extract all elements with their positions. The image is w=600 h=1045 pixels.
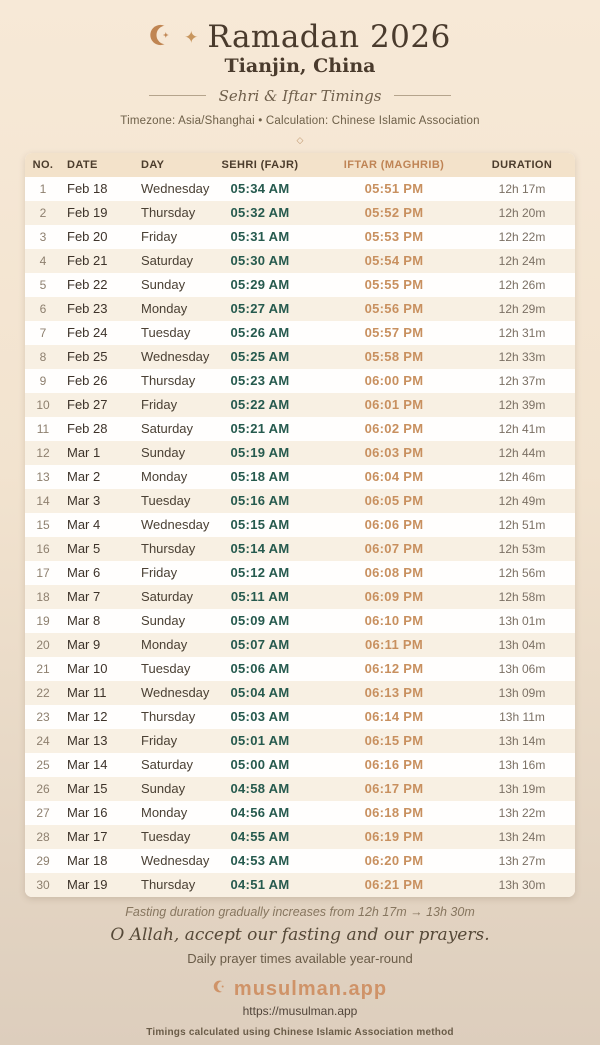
row-iftar-time: 05:52 PM — [364, 205, 424, 221]
row-number: 12 — [36, 445, 50, 460]
table-body — [25, 177, 575, 897]
row-date: Mar 17 — [67, 829, 108, 845]
row-duration: 12h 51m — [498, 517, 546, 532]
row-iftar-time: 05:55 PM — [364, 277, 424, 293]
row-sehri-time: 05:06 AM — [230, 661, 290, 677]
row-date: Mar 10 — [67, 661, 108, 677]
row-day: Wednesday — [141, 517, 210, 533]
row-duration: 12h 37m — [498, 373, 546, 388]
row-sehri-time: 04:51 AM — [230, 877, 290, 893]
row-sehri-time: 04:55 AM — [230, 829, 290, 845]
row-duration: 12h 56m — [498, 565, 546, 580]
row-sehri-time: 05:30 AM — [230, 253, 290, 269]
row-duration: 13h 06m — [498, 661, 546, 676]
table-row — [25, 465, 575, 489]
row-duration: 12h 33m — [498, 349, 546, 364]
row-day: Sunday — [141, 613, 186, 629]
row-iftar-time: 06:09 PM — [364, 589, 424, 605]
table-row — [25, 561, 575, 585]
row-duration: 13h 11m — [499, 709, 545, 724]
row-sehri-time: 05:25 AM — [230, 349, 290, 365]
row-iftar-time: 06:16 PM — [364, 757, 424, 773]
row-iftar-time: 06:18 PM — [364, 805, 424, 821]
table-row — [25, 657, 575, 681]
calculation-method-note: Timings calculated using Chinese Islamic Association method — [146, 1026, 454, 1038]
row-date: Feb 26 — [67, 373, 108, 389]
row-number: 10 — [36, 397, 50, 412]
row-number: 26 — [36, 781, 50, 796]
row-day: Tuesday — [141, 325, 191, 341]
row-duration: 12h 41m — [498, 421, 546, 436]
row-day: Wednesday — [141, 853, 210, 869]
row-iftar-time: 06:05 PM — [364, 493, 424, 509]
row-number: 6 — [39, 301, 47, 316]
row-sehri-time: 05:15 AM — [230, 517, 290, 533]
table-row — [25, 825, 575, 849]
row-sehri-time: 05:12 AM — [230, 565, 290, 581]
timezone-calculation-meta: Timezone: Asia/Shanghai • Calculation: Chinese Islamic Association — [120, 114, 480, 127]
row-iftar-time: 06:04 PM — [364, 469, 424, 485]
row-number: 19 — [36, 613, 50, 628]
row-day: Friday — [141, 229, 178, 245]
table-row — [25, 777, 575, 801]
row-number: 18 — [36, 589, 50, 604]
table-header-row — [25, 153, 575, 177]
row-date: Feb 24 — [67, 325, 108, 341]
row-date: Feb 18 — [67, 181, 108, 197]
row-day: Wednesday — [141, 685, 210, 701]
row-duration: 12h 44m — [498, 445, 546, 460]
row-date: Feb 28 — [67, 421, 108, 437]
row-number: 7 — [39, 325, 47, 340]
row-date: Feb 25 — [67, 349, 108, 365]
row-day: Tuesday — [141, 493, 191, 509]
row-day: Monday — [141, 805, 188, 821]
timings-table — [25, 153, 575, 897]
title-row — [0, 21, 600, 54]
table-row — [25, 753, 575, 777]
row-sehri-time: 05:01 AM — [230, 733, 290, 749]
subtitle-row — [0, 87, 600, 105]
divider-line-left — [149, 95, 206, 96]
row-number: 23 — [36, 709, 50, 724]
row-date: Feb 23 — [67, 301, 108, 317]
row-duration: 13h 19m — [498, 781, 546, 796]
table-row — [25, 417, 575, 441]
row-day: Friday — [141, 397, 178, 413]
row-duration: 12h 24m — [498, 253, 546, 268]
row-date: Mar 9 — [67, 637, 101, 653]
row-iftar-time: 06:07 PM — [364, 541, 424, 557]
row-number: 11 — [36, 421, 50, 436]
table-row — [25, 297, 575, 321]
table-row — [25, 273, 575, 297]
row-date: Mar 12 — [67, 709, 108, 725]
row-date: Mar 19 — [67, 877, 108, 893]
row-sehri-time: 05:07 AM — [230, 637, 290, 653]
row-number: 22 — [36, 685, 50, 700]
row-date: Mar 4 — [67, 517, 101, 533]
row-iftar-time: 06:02 PM — [364, 421, 424, 437]
row-iftar-time: 06:13 PM — [364, 685, 424, 701]
table-row — [25, 321, 575, 345]
row-duration: 12h 31m — [498, 325, 546, 340]
row-day: Wednesday — [141, 349, 210, 365]
row-day: Thursday — [141, 877, 196, 893]
row-sehri-time: 05:16 AM — [230, 493, 290, 509]
table-row — [25, 201, 575, 225]
row-sehri-time: 05:19 AM — [230, 445, 290, 461]
row-duration: 12h 49m — [498, 493, 546, 508]
row-day: Monday — [141, 301, 188, 317]
row-date: Mar 6 — [67, 565, 101, 581]
row-duration: 13h 30m — [498, 877, 546, 892]
row-date: Feb 22 — [67, 277, 108, 293]
row-day: Sunday — [141, 445, 186, 461]
row-iftar-time: 06:06 PM — [364, 517, 424, 533]
table-row — [25, 489, 575, 513]
row-day: Tuesday — [141, 661, 191, 677]
row-duration: 13h 09m — [498, 685, 546, 700]
row-number: 17 — [36, 565, 50, 580]
table-row — [25, 633, 575, 657]
row-date: Mar 7 — [67, 589, 101, 605]
row-number: 2 — [39, 205, 47, 220]
row-duration: 12h 17m — [498, 181, 546, 196]
row-iftar-time: 05:58 PM — [364, 349, 424, 365]
row-day: Friday — [141, 565, 178, 581]
row-sehri-time: 05:00 AM — [230, 757, 290, 773]
row-date: Feb 21 — [67, 253, 108, 269]
row-day: Tuesday — [141, 829, 191, 845]
row-date: Mar 14 — [67, 757, 108, 773]
row-sehri-time: 05:27 AM — [230, 301, 290, 317]
row-sehri-time: 05:09 AM — [230, 613, 290, 629]
table-row — [25, 345, 575, 369]
row-iftar-time: 06:10 PM — [364, 613, 424, 629]
row-number: 13 — [36, 469, 50, 484]
row-day: Sunday — [141, 781, 186, 797]
row-date: Mar 16 — [67, 805, 108, 821]
row-iftar-time: 06:00 PM — [364, 373, 424, 389]
row-day: Saturday — [141, 421, 194, 437]
row-sehri-time: 04:56 AM — [230, 805, 290, 821]
row-date: Mar 2 — [67, 469, 101, 485]
divider-line-right — [394, 95, 451, 96]
row-day: Thursday — [141, 709, 196, 725]
row-iftar-time: 06:14 PM — [364, 709, 424, 725]
row-day: Wednesday — [141, 181, 210, 197]
row-sehri-time: 05:26 AM — [230, 325, 290, 341]
row-number: 8 — [39, 349, 47, 364]
crescent-star-icon — [149, 22, 175, 53]
row-duration: 12h 26m — [498, 277, 546, 292]
row-iftar-time: 05:53 PM — [364, 229, 424, 245]
row-date: Mar 8 — [67, 613, 101, 629]
column-header-sehri: SEHRI (FAJR) — [221, 158, 299, 171]
row-day: Thursday — [141, 205, 196, 221]
row-number: 5 — [39, 277, 47, 292]
table-row — [25, 177, 575, 201]
row-sehri-time: 05:11 AM — [230, 589, 290, 605]
row-number: 14 — [36, 493, 50, 508]
row-sehri-time: 05:04 AM — [230, 685, 290, 701]
row-duration: 13h 16m — [498, 757, 546, 772]
row-day: Monday — [141, 637, 188, 653]
table-row — [25, 513, 575, 537]
row-sehri-time: 05:21 AM — [230, 421, 290, 437]
row-duration: 13h 01m — [498, 613, 546, 628]
row-number: 3 — [39, 229, 47, 244]
table-row — [25, 585, 575, 609]
row-iftar-time: 05:54 PM — [364, 253, 424, 269]
row-day: Thursday — [141, 373, 196, 389]
row-sehri-time: 05:18 AM — [230, 469, 290, 485]
row-date: Feb 19 — [67, 205, 108, 221]
row-duration: 12h 46m — [498, 469, 546, 484]
row-date: Feb 20 — [67, 229, 108, 245]
table-row — [25, 441, 575, 465]
row-number: 20 — [36, 637, 50, 652]
row-day: Thursday — [141, 541, 196, 557]
row-number: 27 — [36, 805, 50, 820]
row-iftar-time: 06:08 PM — [364, 565, 424, 581]
row-date: Mar 3 — [67, 493, 101, 509]
table-row — [25, 705, 575, 729]
row-iftar-time: 06:21 PM — [364, 877, 424, 893]
table-row — [25, 225, 575, 249]
row-number: 16 — [36, 541, 50, 556]
brand-link[interactable] — [0, 978, 600, 1001]
row-iftar-time: 06:20 PM — [364, 853, 424, 869]
fasting-duration-note: Fasting duration gradually increases from 12h 17m → 13h 30m — [125, 904, 475, 919]
row-iftar-time: 06:11 PM — [364, 637, 424, 653]
row-iftar-time: 06:17 PM — [364, 781, 424, 797]
page-header — [0, 0, 600, 145]
row-sehri-time: 05:29 AM — [230, 277, 290, 293]
row-sehri-time: 05:31 AM — [230, 229, 290, 245]
row-number: 29 — [36, 853, 50, 868]
row-sehri-time: 05:32 AM — [230, 205, 290, 221]
sparkle-icon: ✦ — [184, 27, 199, 47]
row-iftar-time: 06:19 PM — [364, 829, 424, 845]
row-iftar-time: 05:56 PM — [364, 301, 424, 317]
brand-crescent-icon — [213, 979, 228, 999]
dua-text: O Allah, accept our fasting and our prayers. — [110, 924, 490, 945]
row-date: Mar 5 — [67, 541, 101, 557]
row-iftar-time: 06:15 PM — [364, 733, 424, 749]
table-row — [25, 849, 575, 873]
row-number: 9 — [39, 373, 47, 388]
row-day: Saturday — [141, 253, 194, 269]
timings-subtitle: Sehri & Iftar Timings — [218, 86, 382, 105]
row-sehri-time: 04:58 AM — [230, 781, 290, 797]
row-sehri-time: 05:23 AM — [230, 373, 290, 389]
row-date: Mar 15 — [67, 781, 108, 797]
row-number: 1 — [39, 181, 47, 196]
brand-url[interactable]: https://musulman.app — [242, 1003, 358, 1018]
brand-name: musulman.app — [233, 977, 388, 1000]
row-date: Feb 27 — [67, 397, 108, 413]
row-duration: 12h 22m — [498, 229, 546, 244]
availability-text: Daily prayer times available year-round — [187, 950, 413, 966]
row-day: Saturday — [141, 757, 194, 773]
row-date: Mar 1 — [67, 445, 101, 461]
row-number: 25 — [36, 757, 50, 772]
table-row — [25, 681, 575, 705]
row-sehri-time: 05:03 AM — [230, 709, 290, 725]
row-number: 4 — [39, 253, 47, 268]
row-sehri-time: 05:34 AM — [230, 181, 290, 197]
row-iftar-time: 06:03 PM — [364, 445, 424, 461]
column-header-iftar: IFTAR (MAGHRIB) — [343, 158, 445, 171]
row-number: 30 — [36, 877, 50, 892]
table-row — [25, 249, 575, 273]
column-header-duration: DURATION — [491, 158, 553, 171]
row-iftar-time: 06:12 PM — [364, 661, 424, 677]
row-duration: 13h 14m — [498, 733, 546, 748]
row-number: 15 — [36, 517, 50, 532]
table-row — [25, 873, 575, 897]
row-iftar-time: 05:57 PM — [364, 325, 424, 341]
row-sehri-time: 04:53 AM — [230, 853, 290, 869]
page-title: Ramadan 2026 — [207, 19, 451, 55]
table-row — [25, 537, 575, 561]
row-duration: 13h 04m — [498, 637, 546, 652]
table-row — [25, 609, 575, 633]
row-duration: 12h 39m — [498, 397, 546, 412]
diamond-ornament-icon: ◇ — [296, 134, 304, 145]
row-duration: 12h 53m — [498, 541, 546, 556]
row-sehri-time: 05:22 AM — [230, 397, 290, 413]
column-header-no: NO. — [32, 158, 54, 171]
row-duration: 12h 20m — [498, 205, 546, 220]
row-iftar-time: 06:01 PM — [364, 397, 424, 413]
table-row — [25, 369, 575, 393]
page-footer — [0, 905, 600, 1038]
column-header-day: DAY — [141, 158, 165, 171]
row-date: Mar 18 — [67, 853, 108, 869]
row-number: 28 — [36, 829, 50, 844]
row-day: Monday — [141, 469, 188, 485]
table-row — [25, 801, 575, 825]
row-number: 24 — [36, 733, 50, 748]
row-day: Saturday — [141, 589, 194, 605]
table-row — [25, 729, 575, 753]
row-duration: 12h 29m — [498, 301, 546, 316]
row-iftar-time: 05:51 PM — [364, 181, 424, 197]
row-duration: 13h 27m — [498, 853, 546, 868]
table-row — [25, 393, 575, 417]
column-header-date: DATE — [67, 158, 98, 171]
row-number: 21 — [36, 661, 50, 676]
row-day: Sunday — [141, 277, 186, 293]
row-duration: 13h 22m — [498, 805, 546, 820]
row-duration: 12h 58m — [498, 589, 546, 604]
row-date: Mar 11 — [67, 685, 107, 701]
location-subtitle: Tianjin, China — [224, 54, 376, 77]
row-duration: 13h 24m — [498, 829, 546, 844]
row-sehri-time: 05:14 AM — [230, 541, 290, 557]
row-day: Friday — [141, 733, 178, 749]
row-date: Mar 13 — [67, 733, 108, 749]
